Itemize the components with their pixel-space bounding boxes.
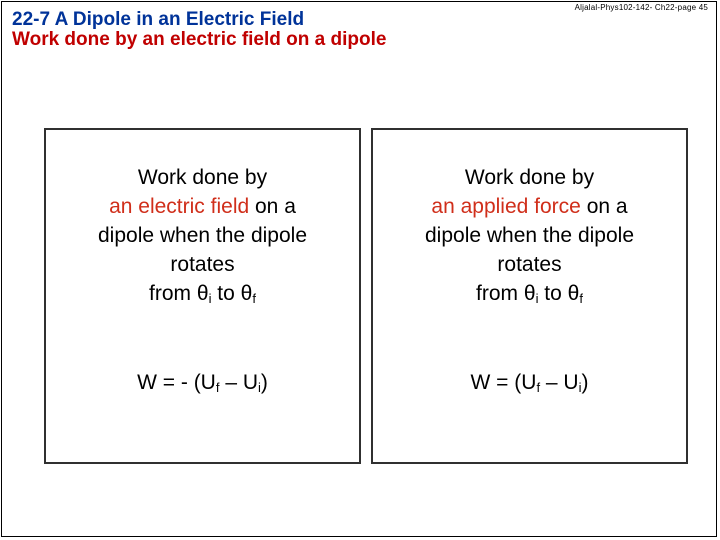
right-sub-f: f	[579, 291, 583, 306]
electric-field-work-formula	[46, 368, 359, 397]
page-reference: Aljalal-Phys102-142- Ch22-page 45	[574, 3, 708, 12]
right-formula-prefix: W = (U	[470, 371, 537, 394]
left-formula-sub-i: i	[258, 380, 261, 395]
right-line-5	[373, 279, 686, 308]
slide-title	[12, 10, 386, 50]
left-formula-suffix: )	[260, 371, 268, 394]
left-to: to	[211, 282, 241, 305]
left-from: from	[149, 282, 197, 305]
left-formula-prefix: W = - (U	[137, 371, 216, 394]
electric-field-work-box	[44, 128, 361, 464]
left-line-3: dipole when the dipole	[98, 224, 307, 247]
left-line-2	[46, 192, 359, 221]
applied-force-work-box	[371, 128, 688, 464]
right-formula-sub-f: f	[536, 380, 541, 395]
right-line-1: Work done by	[464, 166, 595, 189]
left-line-1: Work done by	[137, 166, 268, 189]
right-sub-i: i	[535, 291, 539, 306]
right-to: to	[538, 282, 568, 305]
left-line-4: rotates	[170, 253, 235, 276]
left-sub-i: i	[208, 291, 212, 306]
left-theta-f: θ	[240, 282, 253, 305]
left-formula-mid: – U	[219, 371, 258, 394]
electric-field-work-description	[46, 163, 359, 308]
title-line-1	[12, 10, 386, 30]
left-formula-sub-f: f	[215, 380, 220, 395]
right-theta-i: θ	[523, 282, 536, 305]
right-from: from	[476, 282, 524, 305]
right-line-2-rest: on a	[580, 195, 628, 218]
right-line-4: rotates	[497, 253, 562, 276]
right-formula-mid: – U	[540, 371, 579, 394]
right-line-3: dipole when the dipole	[425, 224, 634, 247]
left-highlight: an electric field	[109, 195, 250, 218]
applied-force-work-description	[373, 163, 686, 308]
right-formula-sub-i: i	[578, 380, 582, 395]
applied-force-work-formula	[373, 368, 686, 397]
right-highlight: an applied force	[431, 195, 581, 218]
right-theta-f: θ	[567, 282, 580, 305]
left-line-2-rest: on a	[249, 195, 296, 218]
right-formula-suffix: )	[581, 371, 589, 394]
left-line-5	[46, 279, 359, 308]
title-section: 22-7 A Dipole in an Electric Field	[12, 9, 305, 30]
title-line-2: Work done by an electric field on a dipole	[12, 29, 387, 50]
left-sub-f: f	[252, 291, 256, 306]
left-theta-i: θ	[196, 282, 209, 305]
right-line-2	[373, 192, 686, 221]
